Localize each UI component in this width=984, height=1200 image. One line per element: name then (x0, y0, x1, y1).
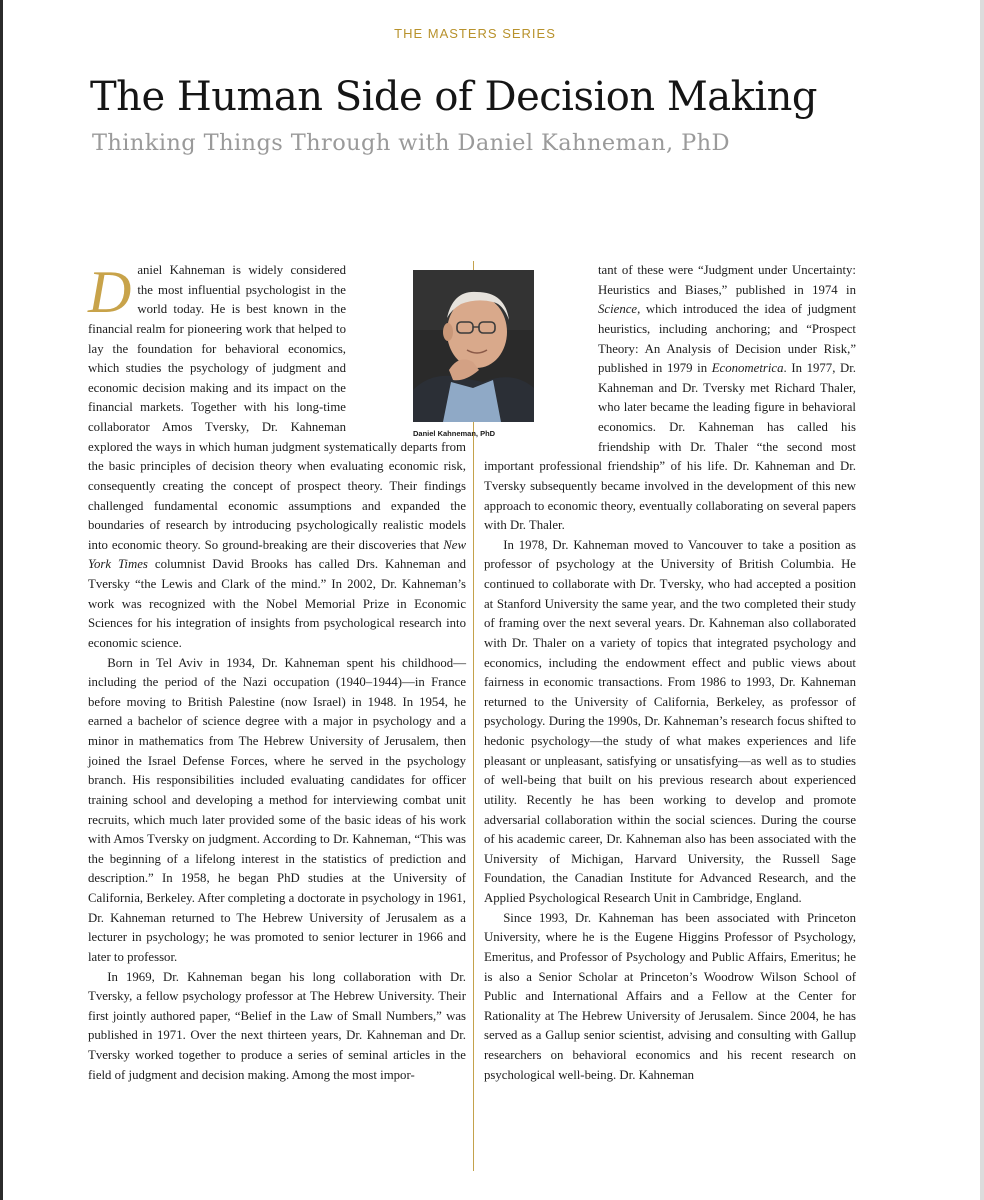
photo-space (484, 261, 598, 438)
paragraph-text: . In 1977, Dr. Kahneman and Dr. Tversky met Richard Thaler, who later became the leading figure in behavioral economics. Dr. Kahneman has called his friendship with Dr. Thaler “the second most important professional friendship” of his life. Dr. Kahneman and Dr. Tversky subsequently became involved in the development of this new approach to economic theory, eventually collaborating on several papers with Dr. Thaler. (484, 361, 857, 533)
paragraph-text: , which introduced the idea of judgment heuristics, including anchoring; and “Prospect Theory: An Analysis of Decision under Risk,” published in 1979 in (598, 302, 856, 376)
paragraph: In 1969, Dr. Kahneman began his long collaboration with Dr. Tversky, a fellow psychology professor at The Hebrew University. Their first jointly authored paper, “Belief in the Law of Small Numbers,” was published in 1971. Over the next thirteen years, Dr. Kahneman and Dr. Tversky worked together to produce a series of seminal articles in the field of judgment and decision making. Among the most impor- (88, 969, 466, 1082)
article-title: The Human Side of Decision Making (90, 74, 818, 120)
paragraph-text: aniel Kahneman is widely considered the most influential psychologist in the world today. He is best known in the financial realm for pioneering work that helped to lay the foundation for behavioral economics, which studies the psychology of judgment and economic decision making and its impact on the financial markets. Together with his long-time collaborator Amos Tversky, Dr. Kahneman explored the ways in which human judgment systematically departs from the basic principles of decision theory when evaluating economic risk, consequently creating the concept of prospect theory. Their findings challenged fundamental economic assumptions and expanded the boundaries of research by introducing psychologically realistic models into economic theory. So ground-breaking are their discoveries that (88, 263, 466, 552)
italic-text: Science (598, 302, 638, 317)
paragraph: Since 1993, Dr. Kahneman has been associated with Princeton University, where he is the Eugene Higgins Professor of Psychology, Emeritus, and Professor of Psychology and Public Affairs, Emeritus; he is also a Senior Scholar at Princeton’s Woodrow Wilson School of Public and International Affairs and a Fellow at the Center for Rationality at The Hebrew University of Jerusalem. Since 2004, he has served as a Gallup senior scientist, advising and consulting with Gallup researchers on behavioral economics and his recent research on psychological well-being. Dr. Kahneman (484, 910, 856, 1082)
paragraph: Born in Tel Aviv in 1934, Dr. Kahneman spent his childhood—including the period of the Nazi occupation (1940–1944)—in France before moving to British Palestine (now Israel) in 1948. In 1954, he earned a bachelor of science degree with a major in psychology and a minor in mathematics from The Hebrew University of Jerusalem, then joined the Israel Defense Forces, where he served in the psychology branch. His responsibilities included evaluating candidates for officer training school and developing a method for interviewing combat unit recruits, which much later provided some of the basic ideas of his work with Amos Tversky on judgment. According to Dr. Kahneman, “This was the beginning of a lifelong interest in the statistics of prediction and description.” In 1958, he began PhD studies at the University of California, Berkeley. After completing a doctorate in psychology in 1961, Dr. Kahneman returned to The Hebrew University of Jerusalem as a lecturer in psychology; he was promoted to senior lecturer in 1966 and later to professor. (88, 655, 466, 964)
italic-text: New York Times (88, 537, 466, 572)
drop-cap: D (88, 259, 132, 325)
article-column-right (484, 261, 856, 1085)
paragraph-text: tant of these were “Judgment under Uncertainty: Heuristics and Biases,” published in 1974 in (598, 263, 856, 297)
photo-caption: Daniel Kahneman, PhD (413, 429, 496, 438)
series-label: THE MASTERS SERIES (394, 26, 556, 41)
article-subtitle: Thinking Things Through with Daniel Kahneman, PhD (92, 130, 730, 156)
article-column-left (88, 261, 466, 1085)
page-edge-right (980, 0, 984, 1200)
page-edge-left (0, 0, 3, 1200)
paragraph-text: columnist David Brooks has called Drs. Kahneman and Tversky “the Lewis and Clark of the mind.” In 2002, Dr. Kahneman’s work was recognized with the Nobel Memorial Prize in Economic Sciences for his integration of insights from psychological research into economic science. (88, 557, 466, 650)
paragraph: In 1978, Dr. Kahneman moved to Vancouver to take a position as professor of psychology at the University of British Columbia. He continued to collaborate with Dr. Tversky, who had accepted a position at Stanford University the same year, and the two completed their study of framing over the next several years. Dr. Kahneman also collaborated with Dr. Thaler on a variety of topics that integrated psychology and economics, including the endowment effect and public views about fairness in economic transactions. From 1986 to 1993, Dr. Kahneman returned to the University of California, Berkeley, as professor of psychology. During the 1990s, Dr. Kahneman’s research focus shifted to hedonic psychology—the study of what makes experiences and life pleasant or unpleasant, satisfying or unsatisfying—as well as to studies of well-being that built on his previous research about experienced utility. Recently he has been working to develop and promote adversarial collaboration within the social sciences. During the course of his academic career, Dr. Kahneman also has been associated with the University of Michigan, Harvard University, the Russell Sage Foundation, the Canadian Institute for Advanced Research, and the Applied Psychological Research Unit in Cambridge, England. (484, 537, 856, 905)
photo-space (346, 261, 466, 435)
italic-text: Econometrica (711, 361, 784, 376)
